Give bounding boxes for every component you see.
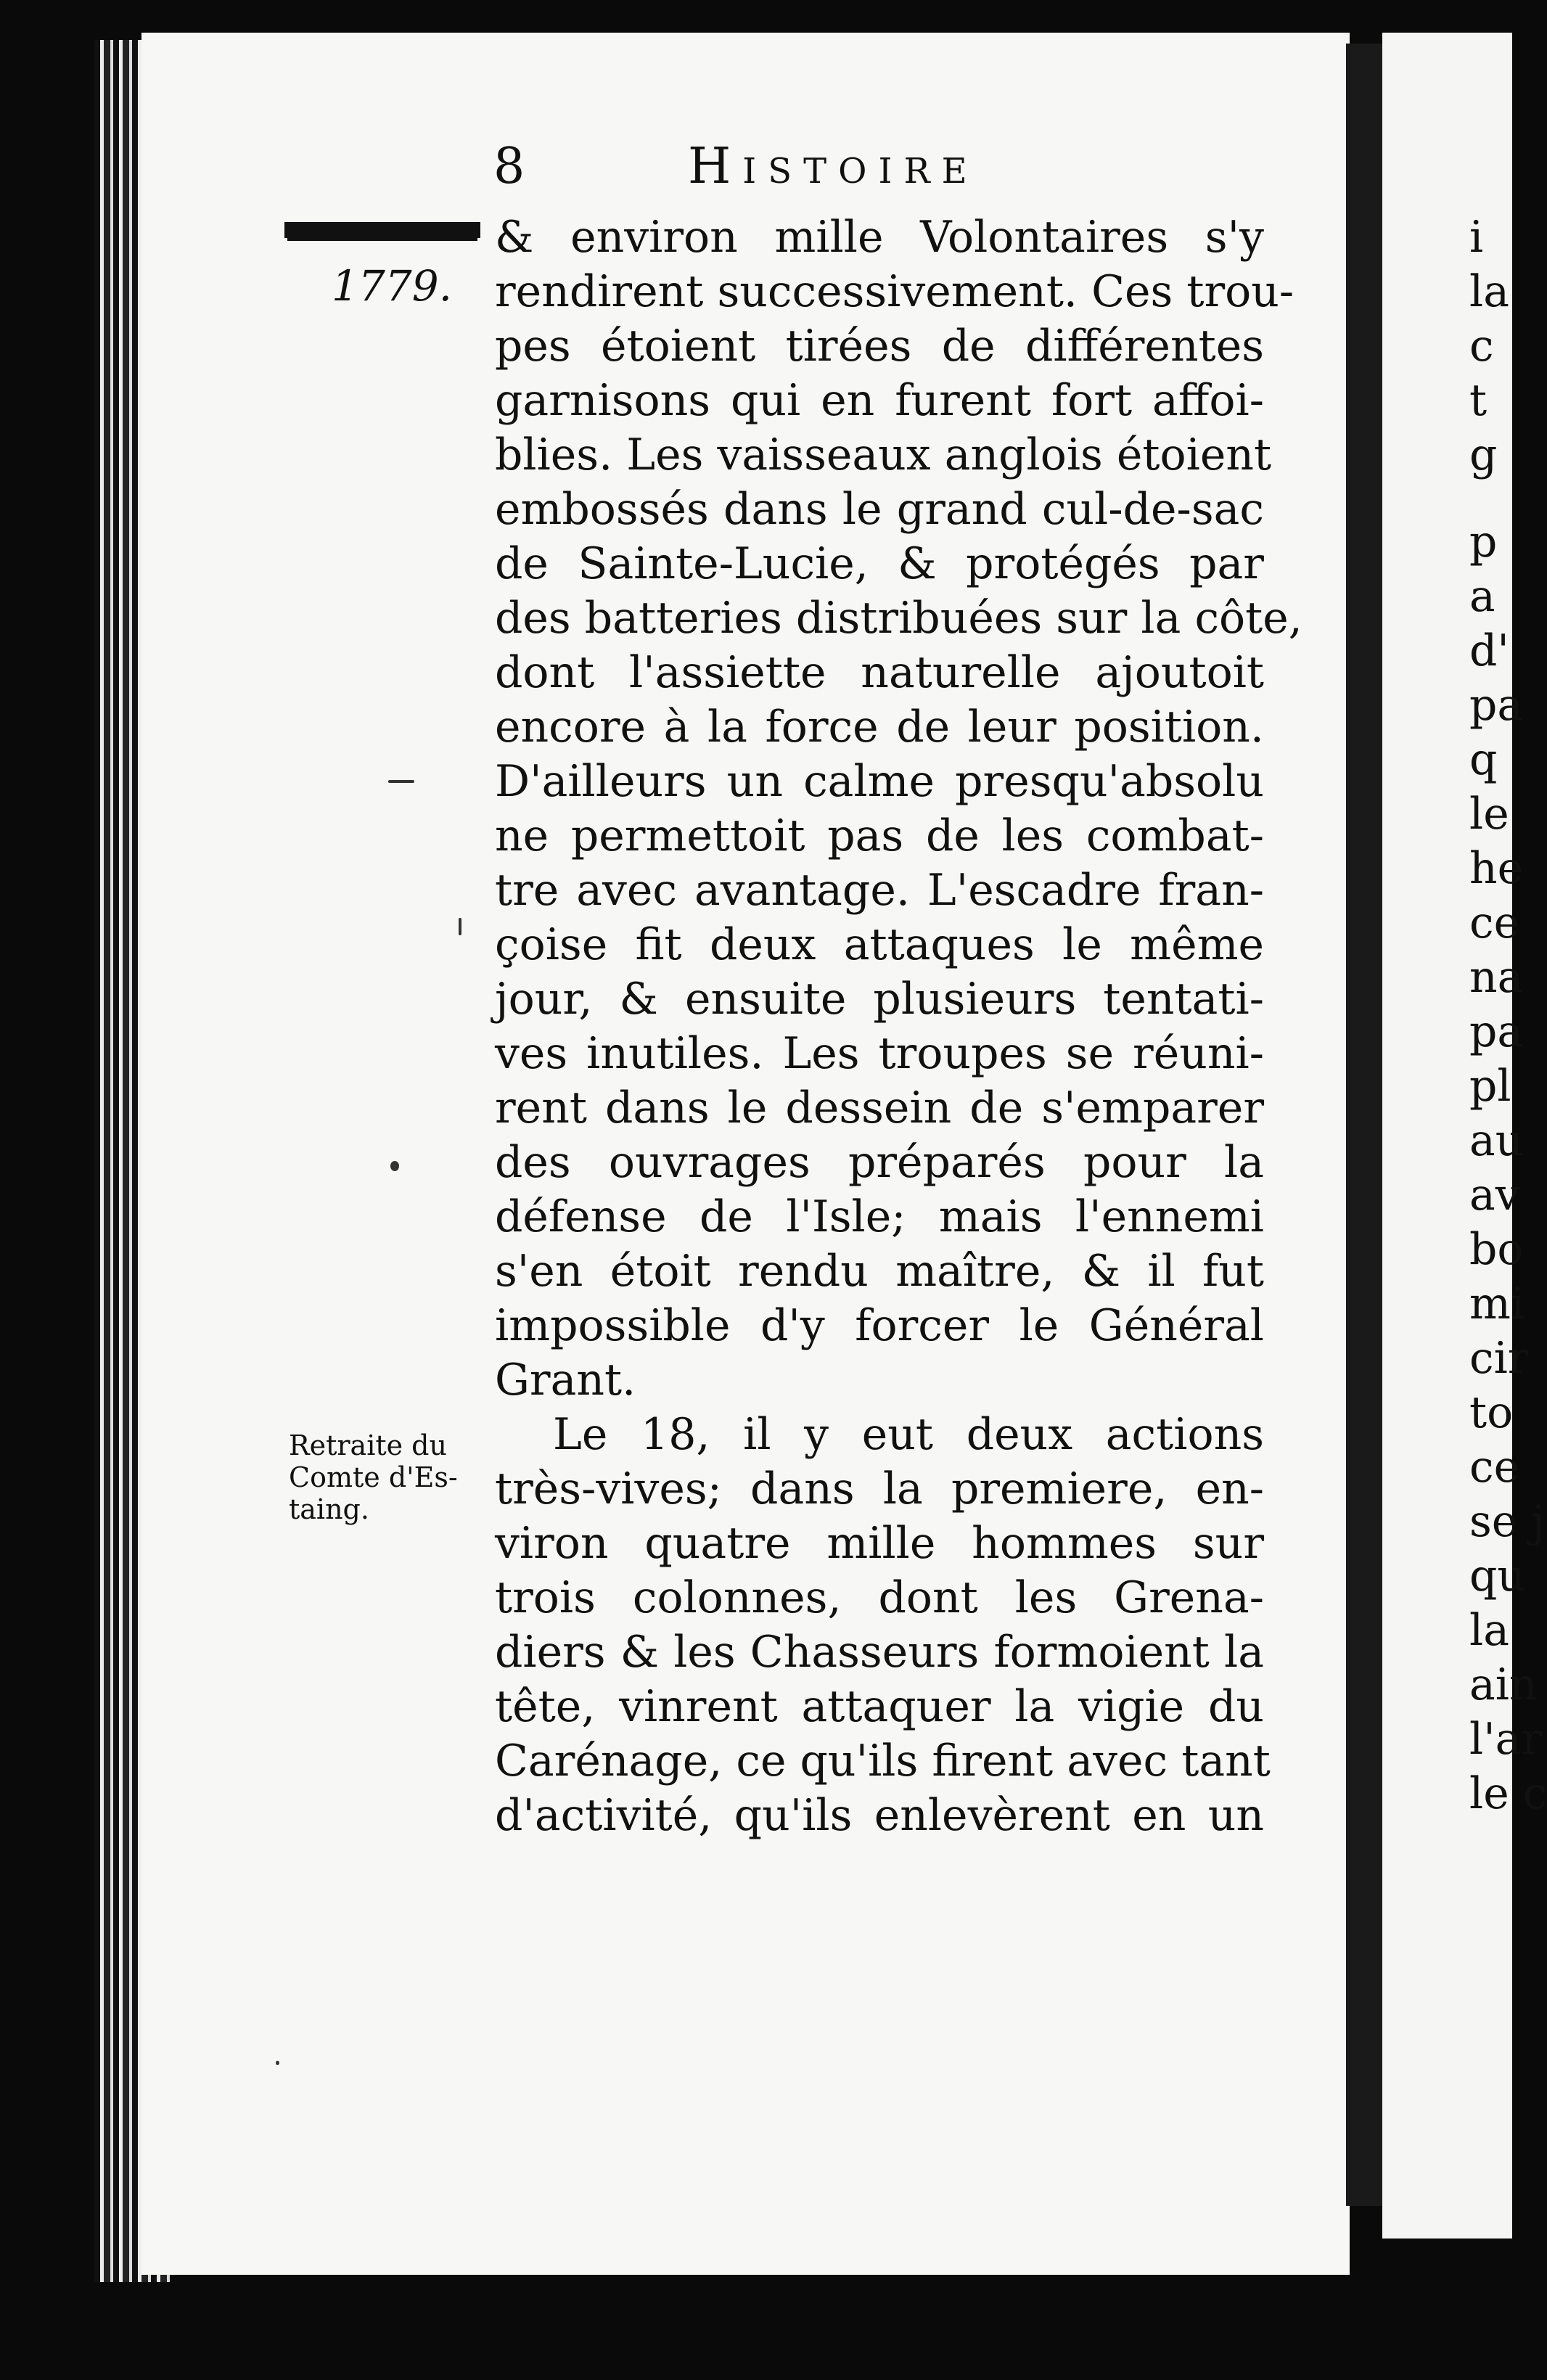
margin-note-line: taing. (289, 1493, 369, 1525)
text-line: rent dans le dessein de s'emparer (495, 1083, 1264, 1133)
text-line: ves inutiles. Les troupes se réuni- (495, 1028, 1264, 1079)
page-number: 8 (493, 138, 525, 195)
fragment: pl (1469, 1061, 1511, 1112)
fragment: pa (1469, 680, 1524, 731)
next-page-text (1469, 210, 1547, 1821)
fragment: le (1469, 789, 1509, 840)
fragment: a (1469, 571, 1495, 622)
text-line: tête, vinrent attaquer la vigie du (495, 1681, 1264, 1732)
text-line: diers & les Chasseurs formoient la (495, 1627, 1264, 1678)
fragment: i (1469, 212, 1484, 263)
running-title: Histoire (688, 138, 979, 195)
text-line: dont l'assiette naturelle ajoutoit (495, 647, 1264, 698)
text-line: s'en étoit rendu maître, & il fut (495, 1246, 1264, 1297)
ink-speck (390, 1161, 399, 1171)
fragment: p (1469, 517, 1498, 567)
text-line: rendirent successivement. Ces trou- (495, 266, 1294, 317)
text-line: blies. Les vaisseaux anglois étoient (495, 430, 1272, 480)
fragment: la (1469, 1605, 1509, 1656)
fragment: d' (1469, 625, 1509, 676)
text-line: des ouvrages préparés pour la (495, 1137, 1264, 1188)
fragment: bo (1469, 1224, 1524, 1275)
fragment: ce (1469, 898, 1520, 948)
margin-note-line: Comte d'Es- (289, 1461, 458, 1493)
page-gutter-shadow (1346, 44, 1386, 2206)
fragment: av (1469, 1170, 1520, 1220)
text-line: des batteries distribuées sur la côte, (495, 593, 1302, 644)
fragment: to (1469, 1387, 1514, 1438)
text-line: d'activité, qu'ils enlevèrent en un (495, 1790, 1264, 1841)
fragment: q (1469, 734, 1498, 785)
text-line: Carénage, ce qu'ils firent avec tant (495, 1736, 1271, 1786)
text-line: çoise fit deux attaques le même (495, 919, 1264, 970)
text-line: tre avec avantage. L'escadre fran- (495, 865, 1264, 916)
fragment: le c (1469, 1768, 1547, 1819)
fragment: t (1469, 375, 1488, 426)
fragment: ce (1469, 1442, 1520, 1493)
text-line: très-vives; dans la premiere, en- (495, 1464, 1264, 1514)
fragment: mi (1469, 1279, 1525, 1329)
body-text (495, 210, 1302, 1843)
page-header (0, 134, 1512, 200)
text-line: encore à la force de leur position. (495, 702, 1264, 752)
margin-note-line: Retraite du (289, 1429, 447, 1461)
text-line: défense de l'Isle; mais l'ennemi (495, 1191, 1264, 1242)
text-line: garnisons qui en furent fort affoi- (495, 375, 1264, 426)
text-line: D'ailleurs un calme presqu'absolu (495, 756, 1264, 807)
text-line: de Sainte-Lucie, & protégés par (495, 538, 1264, 589)
margin-rule (284, 222, 480, 238)
text-line: pes étoient tirées de différentes (495, 321, 1264, 372)
text-line: impossible d'y forcer le Général (495, 1300, 1264, 1351)
fragment: l'ar (1469, 1714, 1543, 1765)
ink-speck (388, 780, 414, 783)
text-line: trois colonnes, dont les Grena- (495, 1572, 1264, 1623)
fragment: he (1469, 843, 1524, 894)
text-line: ne permettoit pas de les combat- (495, 811, 1264, 861)
ink-speck (459, 918, 461, 935)
fragment: ain (1469, 1659, 1538, 1710)
fragment: la (1469, 266, 1509, 317)
fragment: g (1469, 430, 1498, 480)
ink-speck (276, 2061, 279, 2065)
fragment: qu (1469, 1551, 1526, 1601)
margin-note (289, 1429, 492, 1525)
paragraph-gap (1469, 483, 1547, 515)
text-line: viron quatre mille hommes sur (495, 1518, 1264, 1569)
text-line: Le 18, il y eut deux actions (553, 1409, 1264, 1460)
fragment: se j (1469, 1496, 1545, 1547)
text-line: Grant. (495, 1355, 636, 1406)
text-line: embossés dans le grand cul-de-sac (495, 484, 1264, 535)
text-line: jour, & ensuite plusieurs tentati- (495, 974, 1264, 1025)
fragment: pa (1469, 1006, 1524, 1057)
fragment: c (1469, 321, 1494, 372)
margin-year: 1779. (332, 261, 453, 311)
fragment: na (1469, 952, 1524, 1003)
fragment: cir (1469, 1333, 1529, 1384)
fragment: au (1469, 1115, 1524, 1166)
text-line: & environ mille Volontaires s'y (495, 212, 1264, 263)
